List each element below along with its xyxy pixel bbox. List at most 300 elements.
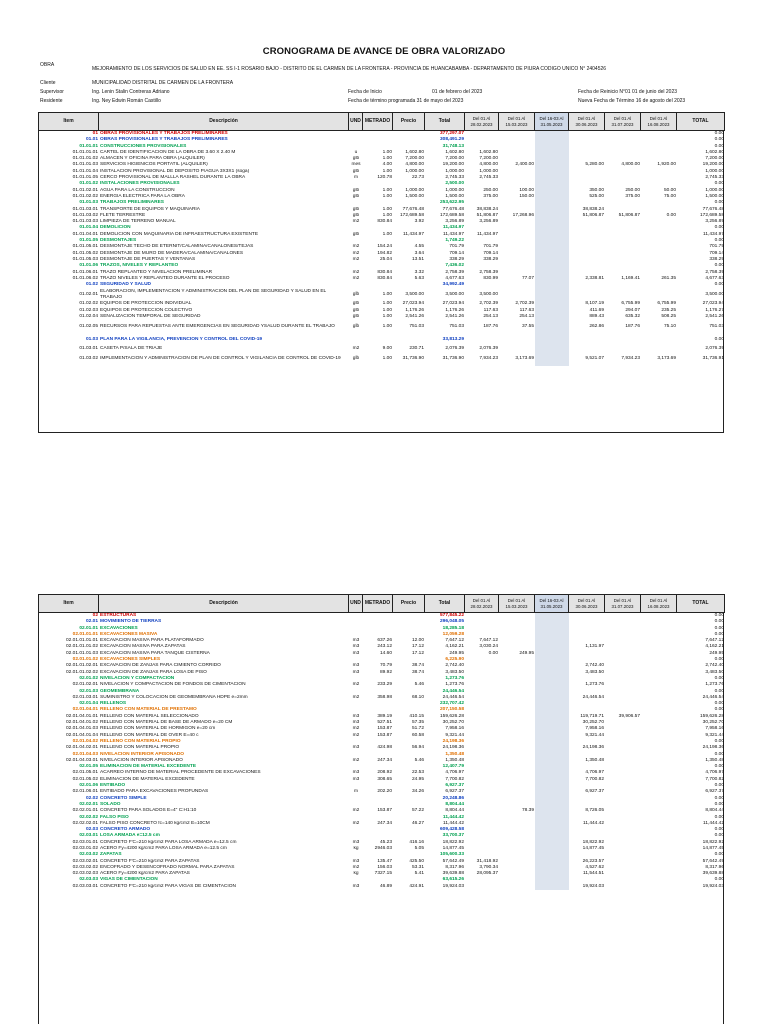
- cell-period-4: 525.00: [589, 193, 604, 199]
- cell-total: 3,256.89: [445, 219, 464, 225]
- header-metrado: METRADO: [363, 595, 393, 613]
- cell-und: m2: [352, 244, 360, 250]
- cell-item: 01.01.03: [79, 200, 98, 206]
- cell-und: m3: [352, 713, 360, 719]
- cell-period-4: 3,483.50: [585, 669, 604, 675]
- cell-total-final: 57,642.49: [702, 858, 724, 864]
- cell-total-final: 24,446.54: [702, 694, 724, 700]
- cell-total: 1,176.26: [445, 307, 464, 313]
- table-row: [39, 288, 725, 301]
- cell-period-2: 37.55: [521, 324, 534, 330]
- cell-metrado: 202.20: [377, 789, 392, 795]
- cell-item: 01.01: [85, 137, 98, 143]
- cell-total-final: 18,822.92: [702, 839, 724, 845]
- header-descripcion: Descripción: [99, 113, 349, 131]
- cell-descripcion: RELLENO CON MATERIAL PROPIO: [100, 745, 180, 751]
- cell-period-2: [499, 288, 535, 301]
- cell-und: m3: [352, 883, 360, 889]
- cell-total: 4,706.97: [445, 770, 464, 776]
- cell-precio: 17.12: [411, 650, 424, 656]
- cell-item: 02.03.03.01: [72, 883, 98, 889]
- cell-total: 232,707.42: [439, 701, 464, 707]
- cell-item: 01.01.01.03: [72, 162, 98, 168]
- cell-item: 01.01.02: [79, 181, 98, 187]
- cell-period-1: 375.00: [483, 193, 498, 199]
- cell-precio: 3.32: [414, 269, 424, 275]
- cell-item: 02.01.04.03: [72, 751, 98, 757]
- residente-value: Ing. Ney Edwin Román Castillo: [92, 98, 161, 104]
- cell-total: 11,444.42: [443, 820, 464, 826]
- cell-period-5: 7,934.23: [621, 356, 640, 362]
- cell-descripcion: CONCRETO ARMADO: [100, 827, 151, 833]
- cell-und: m2: [352, 694, 360, 700]
- cell-und: m3: [352, 669, 360, 675]
- cell-descripcion: MOVIMIENTO DE TIERRAS: [100, 619, 162, 625]
- cell-total-final: 3,483.50: [705, 669, 724, 675]
- cell-period-2: 117.63: [519, 307, 534, 313]
- cell-total-final: 39,639.88: [702, 871, 724, 877]
- cell-item: 02.02.02.01: [72, 820, 98, 826]
- table-row: [39, 333, 725, 346]
- cell-und: kg: [353, 845, 359, 851]
- cell-total-final: 2,076.39: [705, 346, 724, 352]
- cell-total: 24,198.36: [442, 738, 464, 744]
- cell-item: 02.01.05.02: [72, 776, 98, 782]
- cell-period-4: 7,958.16: [585, 726, 604, 732]
- cell-item: 02.01.04.01.03: [65, 726, 98, 732]
- cell-item: 01.01.05.01: [72, 244, 98, 250]
- cell-period-1: 28,095.37: [476, 871, 498, 877]
- cell-period-4: [569, 288, 605, 301]
- cell-period-4: 9,521.07: [585, 356, 604, 362]
- cell-precio: 56.94: [411, 745, 424, 751]
- cell-descripcion: RELLENO CON MATERIAL PROPIO: [100, 738, 181, 744]
- cell-und: glb: [352, 314, 360, 320]
- cell-precio: 3,500.00: [405, 292, 424, 298]
- cell-descripcion: CONCRETO PARA SOLADOS E=4" C:H1:10: [100, 808, 197, 814]
- cell-total-final: 7,200.00: [705, 156, 724, 162]
- cell-metrado: 156.03: [377, 864, 392, 870]
- table-header-1: [38, 112, 724, 131]
- cell-item: 01.01.04: [79, 225, 98, 231]
- cell-period-4: 14,877.45: [582, 845, 604, 851]
- cell-descripcion: INSTALACION PROVISIONAL DE DEPOSITO P/AGUA 3X3X1 (soga): [100, 168, 250, 174]
- header-period-6: Del 01 Al 16.08.2023: [641, 595, 677, 613]
- cell-item: 02.03.01.01: [72, 839, 98, 845]
- cell-precio: 5.46: [414, 682, 424, 688]
- cell-descripcion: EXCAVACION DE ZANJAS PARA LOSA DE PISO: [100, 669, 207, 675]
- cell-period-2: 254.13: [519, 314, 534, 320]
- cell-item: 02.01.04.02.01: [65, 745, 98, 751]
- obra-value: MEJORAMIENTO DE LOS SERVICIOS DE SALUD EN EE. SS I-1 ROSARIO BAJO - DISTRITO DE EL CARMEN DE LA FRONTERA - PROVINCIA DE HUANCABAMBA - DEPARTAMENTO DE PIURA CODIGO UNICO N° 2404526: [92, 66, 607, 72]
- cell-total-final: 0.00: [714, 738, 724, 744]
- cell-precio: 57.22: [411, 808, 424, 814]
- cell-descripcion: SOLADO: [100, 801, 121, 807]
- cell-precio: 31,736.90: [402, 356, 424, 362]
- cell-und: m: [354, 789, 358, 795]
- cell-total-final: 30,252.70: [702, 720, 724, 726]
- cell-total-final: 0.00: [714, 675, 724, 681]
- cell-item: 01.02: [85, 282, 98, 288]
- cell-period-2: 3,173.69: [515, 356, 534, 362]
- cell-descripcion: OBRAS PROVISIONALES Y TRABAJOS PRELIMINARES: [100, 137, 228, 143]
- cell-total: 24,446.54: [442, 688, 464, 694]
- obra-label: OBRA: [40, 62, 55, 68]
- cell-item: 01.03.01: [79, 346, 98, 352]
- cell-precio: 172,689.58: [399, 212, 424, 218]
- cell-metrado: 243.12: [377, 644, 392, 650]
- cell-precio: 24.95: [411, 776, 424, 782]
- cell-metrado: 4.00: [382, 162, 392, 168]
- cell-total: 249.95: [449, 650, 464, 656]
- cell-total-final: 1,350.48: [705, 757, 724, 763]
- cell-total-final: 0.00: [714, 143, 724, 149]
- cell-item: 02.02.01: [79, 801, 98, 807]
- cell-total: 7,436.02: [445, 263, 464, 269]
- cell-total: 338.29: [449, 256, 464, 262]
- cell-total: 159,626.28: [439, 713, 464, 719]
- cell-period-2: 2,400.00: [515, 162, 534, 168]
- cell-total-final: 0.00: [714, 181, 724, 187]
- cell-period-2: [499, 333, 535, 346]
- cell-item: 01.02.04: [79, 314, 98, 320]
- cell-total-final: 3,256.89: [705, 219, 724, 225]
- cell-metrado: 1.00: [382, 301, 392, 307]
- cell-und: glb: [352, 168, 360, 174]
- cell-und: m: [354, 175, 358, 181]
- cell-total: 1,273.76: [445, 682, 464, 688]
- cell-total-final: 0.00: [714, 701, 724, 707]
- cell-metrado: 247.34: [377, 820, 392, 826]
- cell-descripcion: SEGURIDAD Y SALUD: [100, 282, 151, 288]
- cell-descripcion: AGUA PARA LA CONSTRUCCION: [100, 187, 175, 193]
- cell-total-final: 31,736.91: [702, 356, 724, 362]
- cell-period-3: [535, 353, 569, 366]
- cell-total: 11,444.42: [442, 814, 464, 820]
- cell-total: 33,700.37: [442, 833, 464, 839]
- cell-period-4: 30,252.70: [582, 720, 604, 726]
- cell-period-2: 78.39: [521, 808, 534, 814]
- cell-total: 7,958.16: [445, 726, 464, 732]
- cell-total-final: 0.00: [714, 827, 724, 833]
- cell-period-5: [605, 884, 641, 890]
- nueva-fecha-termino: Nueva Fecha de Término 16 de agosto del 2023: [578, 98, 686, 104]
- cell-und: glb: [352, 156, 360, 162]
- cell-period-6: [641, 884, 677, 890]
- cell-precio: 410.15: [409, 713, 424, 719]
- cell-item: 02.01.05: [79, 764, 98, 770]
- cell-period-2: 2,702.39: [515, 301, 534, 307]
- cell-total: 39,639.88: [442, 871, 464, 877]
- cell-und: glb: [352, 356, 360, 362]
- cell-period-1: 7,934.23: [479, 356, 498, 362]
- cell-item: 02.01.01.02.01: [65, 663, 98, 669]
- cell-period-1: 1,000.00: [479, 168, 498, 174]
- cell-total-final: 0.00: [714, 783, 724, 789]
- cell-total-final: 1,273.76: [705, 682, 724, 688]
- cell-descripcion: RELLENO CON MATERIAL DE BASE DE ARMADO e=20 CM: [100, 720, 233, 726]
- cell-total-final: 0.00: [714, 751, 724, 757]
- cell-descripcion: CARTEL DE IDENTIFICACION DE LA OBRA DE 3.60 X 2.40 M: [100, 149, 236, 155]
- cell-total: 2,745.33: [445, 175, 464, 181]
- cell-und: glb: [352, 301, 360, 307]
- cell-metrado: 389.19: [377, 713, 392, 719]
- cell-total-final: 0.00: [714, 852, 724, 858]
- cell-period-1: 2,745.33: [479, 175, 498, 181]
- cell-descripcion: ELIMINACION DE MATERIAL EXCEDENTE: [100, 764, 197, 770]
- cell-period-3: [535, 333, 569, 346]
- cell-total-final: 2,758.39: [705, 269, 724, 275]
- cell-precio: 424.91: [409, 883, 424, 889]
- cell-item: 02.03.01: [79, 833, 98, 839]
- cell-descripcion: LIMPIEZA DE TERRENO MANUAL: [100, 219, 176, 225]
- cell-precio: 51.72: [411, 726, 424, 732]
- cell-item: 01.01.04.01: [72, 231, 98, 237]
- cell-metrado: 120.78: [377, 175, 392, 181]
- cell-descripcion: CASETA P/SALA DE TRIAJE: [100, 346, 163, 352]
- cell-period-1: 7,647.12: [479, 638, 498, 644]
- header-period-4: Del 01 Al 30.06.2023: [569, 113, 605, 131]
- cell-metrado: [363, 333, 393, 346]
- cell-precio: 425.50: [409, 858, 424, 864]
- cell-item: 01.02.05: [79, 324, 98, 330]
- cell-item: 02.01.01.01.03: [65, 650, 98, 656]
- cell-und: m3: [352, 720, 360, 726]
- cell-period-4: [569, 333, 605, 346]
- cell-metrado: 830.84: [377, 269, 392, 275]
- cell-period-4: 4,527.62: [585, 864, 604, 870]
- cell-total: 1,602.80: [445, 149, 464, 155]
- cell-total: 577,845.22: [439, 613, 464, 618]
- cell-precio: 11,434.97: [403, 231, 424, 237]
- cell-item: 01.01.06: [79, 263, 98, 269]
- cell-total: 308,491.29: [439, 137, 464, 143]
- cell-descripcion: CONSTRUCCIONES PROVISIONALES: [100, 143, 187, 149]
- cell-total-final: 0.00: [714, 131, 724, 136]
- cell-descripcion: IMPLEMENTACION Y ADMINISTRACION DE PLAN DE CONTROL Y VIGILANCIA DE CONTROL DE COVID-19: [100, 356, 341, 362]
- cell-metrado: 1.00: [382, 149, 392, 155]
- cell-item: 02.01.02.01: [72, 682, 98, 688]
- cell-precio: 1,602.80: [405, 149, 424, 155]
- cell-total: 1,350.48: [445, 751, 464, 757]
- cell-period-6: 50.00: [663, 187, 676, 193]
- cell-precio: 17.12: [411, 644, 424, 650]
- cell-total-final: 0.00: [714, 263, 724, 269]
- cell-period-5: 250.00: [625, 187, 640, 193]
- cell-total-final: 6,927.37: [705, 789, 724, 795]
- cell-total: 12,059.28: [442, 631, 464, 637]
- cell-total: 27,023.94: [442, 301, 464, 307]
- cell-und: m3: [352, 638, 360, 644]
- cell-item: 01.01.01.02: [72, 156, 98, 162]
- cell-total: 14,877.45: [442, 845, 464, 851]
- cell-total-final: 4,706.97: [705, 770, 724, 776]
- cell-item: 02.02.01.01: [72, 808, 98, 814]
- cell-period-6: 508.25: [661, 314, 676, 320]
- cell-total: 7,647.12: [445, 638, 464, 644]
- cell-total-final: 0.00: [714, 282, 724, 288]
- header-precio: Precio: [393, 113, 425, 131]
- cell-item: 01.01.05.02: [72, 250, 98, 256]
- cell-precio: 2,541.26: [405, 314, 424, 320]
- cell-total: 1,500.00: [445, 193, 464, 199]
- cell-descripcion: OBRAS PROVISIONALES Y TRABAJOS PRELIMINARES: [100, 131, 228, 136]
- cell-item: 02.03.02: [79, 852, 98, 858]
- cell-precio: 5.41: [414, 871, 424, 877]
- cell-metrado: 25.04: [379, 256, 392, 262]
- cell-period-5: 375.00: [625, 193, 640, 199]
- cell-total: 6,927.37: [445, 783, 464, 789]
- cell-precio: 5.46: [414, 757, 424, 763]
- cell-descripcion: NIVELACION INTERIOR APISONADO: [100, 751, 185, 757]
- cell-precio: 53.31: [411, 864, 424, 870]
- cell-total: 4,677.63: [445, 275, 464, 281]
- cell-period-4: 7,700.82: [585, 776, 604, 782]
- cell-total-final: 338.29: [709, 256, 724, 262]
- cell-period-4: 1,273.76: [585, 682, 604, 688]
- cell-period-1: 3,500.00: [479, 292, 498, 298]
- cell-descripcion: RELLENO CON MATERIAL DE HORMIGON e=20 cm: [100, 726, 216, 732]
- cell-und: glb: [352, 231, 360, 237]
- cell-descripcion: ACARREO INTERNO DE MATERIAL PROCEDENTE DE EXCAVACIONES: [100, 770, 261, 776]
- header-period-2: Del 01 Al 15.03.2023: [499, 113, 535, 131]
- cell-descripcion: TRANSPORTE DE EQUIPOS Y MAQUINARIA: [100, 206, 200, 212]
- cell-metrado: 154.24: [377, 244, 392, 250]
- cell-descripcion: SERVICIOS HIGIENICOS PORTATIL (ALQUILER): [100, 162, 208, 168]
- cell-descripcion: EXCAVACIONES SIMPLES: [100, 657, 161, 663]
- cell-metrado: 1.00: [382, 324, 392, 330]
- cell-precio: 3.92: [414, 219, 424, 225]
- cell-item: 01.01.02.01: [72, 187, 98, 193]
- cell-total-final: 249.95: [709, 650, 724, 656]
- header-period-2: Del 01 Al 15.03.2023: [499, 595, 535, 613]
- cell-descripcion: TRAZO NIVELES Y REPLANTEO DURANTE EL PROCESO: [100, 275, 230, 281]
- table-header-2: [38, 594, 724, 613]
- cell-total-final: 19,200.00: [702, 162, 724, 168]
- cell-total-final: 1,176.27: [705, 307, 724, 313]
- header-total: Total: [425, 595, 465, 613]
- cell-total: 63,615.26: [442, 877, 464, 883]
- cell-total-final: 4,677.63: [705, 275, 724, 281]
- cell-descripcion: ENTIBADO PARA EXCAVACIONES PROFUNDAS: [100, 789, 209, 795]
- cell-und: m3: [352, 650, 360, 656]
- cell-period-5: [605, 333, 641, 346]
- cell-precio: 57.35: [411, 720, 424, 726]
- cell-total-final: 0.00: [714, 764, 724, 770]
- table-row: [39, 301, 725, 307]
- cell-item: 02.01.03.01: [72, 694, 98, 700]
- cell-period-5: 187.76: [625, 324, 640, 330]
- cell-metrado: 1.00: [382, 187, 392, 193]
- cell-period-2: 17,268.96: [512, 212, 534, 218]
- cell-total-final: 7,700.82: [705, 776, 724, 782]
- cell-item: 02.01.04.01.04: [65, 732, 98, 738]
- cell-item: 02.03.02.02: [72, 864, 98, 870]
- cell-metrado: 1.00: [382, 168, 392, 174]
- cell-total-final: 1,602.80: [705, 149, 724, 155]
- header-period-3: Del 16-03 Al 31.05.2023: [535, 113, 569, 131]
- cell-metrado: 14.60: [379, 650, 392, 656]
- cell-metrado: 208.92: [377, 770, 392, 776]
- cell-descripcion: RELLENO CON MATERIAL DE OVER E=40 c: [100, 732, 199, 738]
- cell-total: 2,076.39: [445, 346, 464, 352]
- fecha-termino: Fecha de término programada 31 de mayo del 2023: [348, 98, 464, 104]
- cell-period-6: 235.25: [661, 307, 676, 313]
- cell-precio: 230.71: [409, 346, 424, 352]
- cell-descripcion: NIVELACION Y COMPACTACION: [100, 675, 175, 681]
- cell-item: 02.01.01.01: [72, 631, 98, 637]
- cell-item: 01.01.03.01: [72, 206, 98, 212]
- cell-total-final: 701.79: [709, 244, 724, 250]
- cell-item: 01.01.01.05: [72, 175, 98, 181]
- cell-total: 3,500.00: [445, 292, 464, 298]
- header-item: Item: [39, 113, 99, 131]
- cell-period-6: [641, 333, 677, 346]
- cell-period-5: 6,755.99: [621, 301, 640, 307]
- cell-precio: 1,000.00: [405, 187, 424, 193]
- cell-metrado: 153.87: [377, 808, 392, 814]
- cell-und: m2: [352, 346, 360, 352]
- supervisor-label: Supervisor: [40, 89, 64, 95]
- header-period-5: Del 01 Al 31.07.2023: [605, 113, 641, 131]
- cell-total: 105,600.33: [439, 852, 464, 858]
- cell-total-final: 0.00: [714, 613, 724, 618]
- cell-und: m3: [352, 644, 360, 650]
- cell-total-final: 14,877.45: [702, 845, 724, 851]
- cell-und: m3: [352, 770, 360, 776]
- cell-precio: 3.64: [414, 250, 424, 256]
- cell-total: 2,758.39: [445, 269, 464, 275]
- cell-total: 8,317.96: [445, 864, 464, 870]
- cell-period-1: 701.79: [483, 244, 498, 250]
- cell-item: 02.01.06.01: [72, 789, 98, 795]
- cell-metrado: 527.51: [377, 720, 392, 726]
- cell-period-6: 0.00: [666, 212, 676, 218]
- cell-period-1: 2,076.39: [479, 346, 498, 352]
- cell-item: 02.01.04.01.02: [65, 720, 98, 726]
- cell-period-2: 77.07: [521, 275, 534, 281]
- header-period-1: Del 01 Al 28.02.2023: [465, 595, 499, 613]
- cell-period-4: 2,338.81: [585, 275, 604, 281]
- cell-total-final: 0.00: [714, 688, 724, 694]
- cell-und: glb: [352, 307, 360, 313]
- cell-total-final: 0.00: [714, 619, 724, 625]
- cell-period-1: 7,200.00: [479, 156, 498, 162]
- cell-period-4: 19,924.03: [582, 883, 604, 889]
- cell-total-final: 0.00: [714, 814, 724, 820]
- header-total: Total: [425, 113, 465, 131]
- cell-item: 02.01.04.01: [72, 707, 98, 713]
- cell-period-4: 38,838.24: [582, 206, 604, 212]
- cell-und: u: [354, 149, 358, 155]
- cell-period-6: 261.35: [661, 275, 676, 281]
- cell-total: 19,924.03: [442, 883, 464, 889]
- cell-descripcion: RELLENO CON MATERIAL DE PRESTAMO: [100, 707, 197, 713]
- cell-item: 02: [92, 613, 98, 618]
- header-period-1: Del 01 Al 28.02.2023: [465, 113, 499, 131]
- cell-total: 207,150.58: [439, 707, 464, 713]
- cell-total: 1,273.76: [445, 675, 464, 681]
- cell-und: m2: [352, 682, 360, 688]
- cell-total: 31,748.13: [442, 143, 464, 149]
- cell-item: 02.01.01.02.02: [65, 669, 98, 675]
- cell-item: 02.01.02: [79, 675, 98, 681]
- cell-precio: 34.26: [411, 789, 424, 795]
- cell-descripcion: GEOMEMBRANA: [100, 688, 140, 694]
- cell-precio: 416.16: [409, 839, 424, 845]
- cell-total: 18,822.92: [442, 839, 464, 845]
- table-row: [39, 162, 725, 168]
